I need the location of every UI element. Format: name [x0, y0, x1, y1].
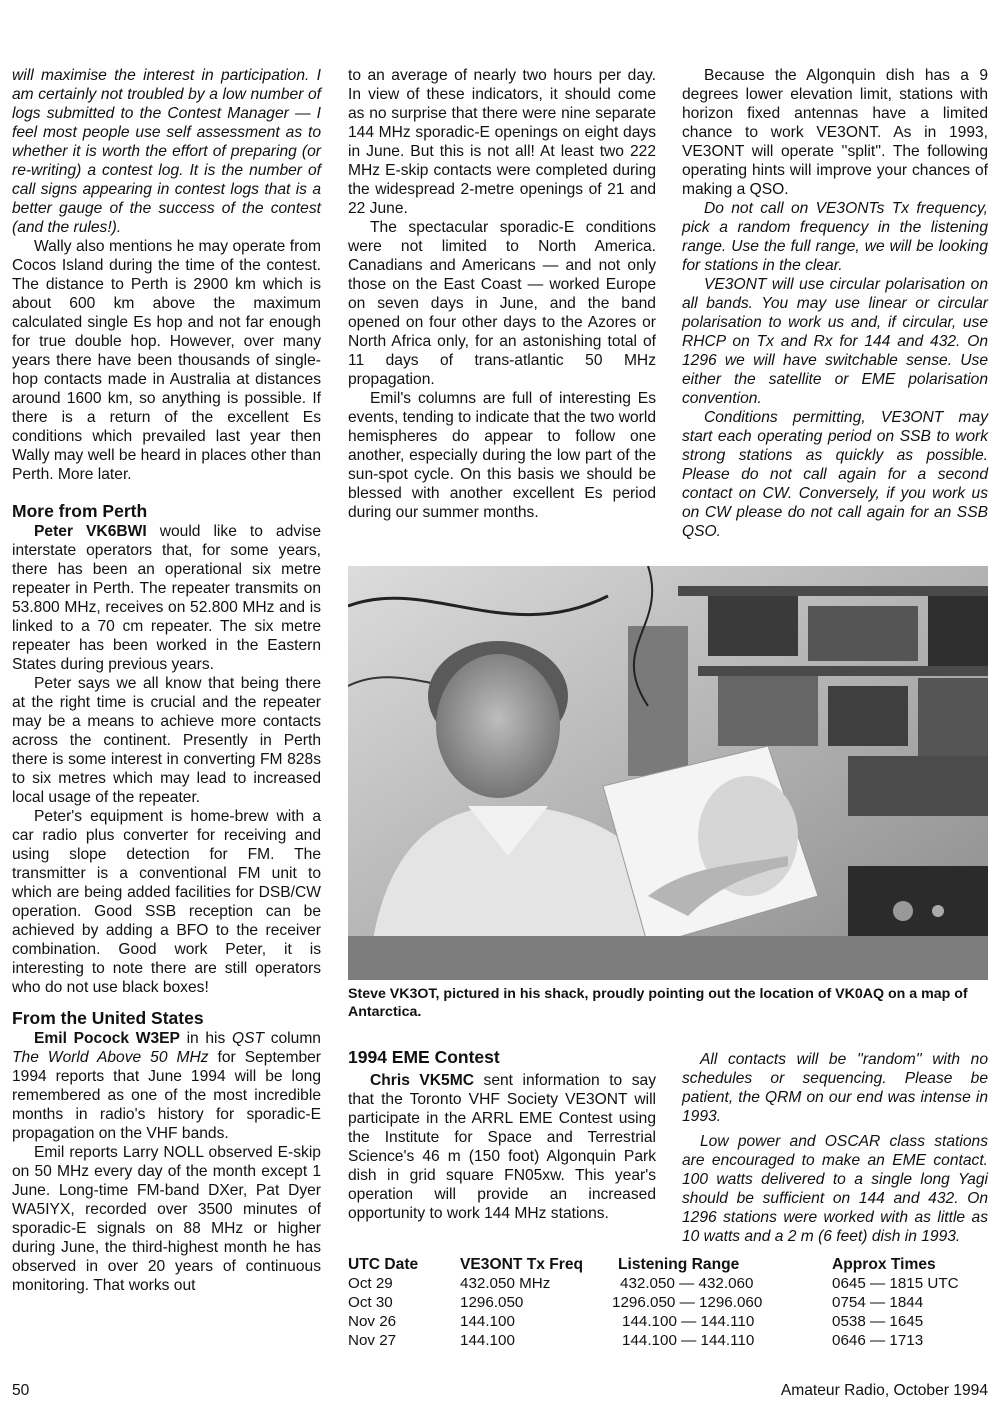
- paragraph: Peter's equipment is home-brew with a car radio plus converter for receiving and using slope detection for FM. The transmitter is a conventional FM unit to which are being added facilities for DSB/CW operation. Good SSB reception can be achieved by adding a BFO to the receiver combination. Good work Peter, it is interesting to note there are still operators who do not use black boxes!: [12, 808, 321, 996]
- paragraph: Chris VK5MC sent information to say that the Toronto VHF Society VE3ONT will participate in the ARRL EME Contest using the Institute for Space and Terrestrial Science's 46 m (150 foot) Algonquin Park dish in grid square FN05xw. This year's operation will provide an increased opportunity to work 144 MHz stations.: [348, 1072, 656, 1222]
- paragraph: Because the Algonquin dish has a 9 degrees lower elevation limit, stations with horizon fixed antennas have a limited chance to work VE3ONT. As in 1993, VE3ONT will operate ''split''. The following operating hints will improve your chances of making a QSO.: [682, 67, 988, 198]
- table-cell: 1296.050: [460, 1294, 524, 1311]
- section-heading-perth: More from Perth: [12, 501, 148, 521]
- paragraph: Emil reports Larry NOLL observed E-skip on 50 MHz every day of the month except 1 June. Long-time FM-band DXer, Pat Dyer WA5IYX, recorded over 3500 minutes of sporadic-E signals on 88 MHz or higher during June, the third-highest month he has observed in over 20 years of continuous monitoring. That works out: [12, 1144, 321, 1294]
- column-title: The World Above 50 MHz: [12, 1049, 209, 1066]
- table-cell: 0646 — 1713: [832, 1332, 924, 1349]
- table-cell: 0645 — 1815 UTC: [832, 1275, 959, 1292]
- table-cell: 144.100 — 144.110: [622, 1332, 755, 1349]
- paragraph: Low power and OSCAR class stations are encouraged to make an EME contact. 100 watts delivered to a single long Yagi should be sufficient on 144 and 432. On 1296 stations were worked with as little as 10 watts and a 2 m (6 feet) dish in 1993.: [682, 1133, 988, 1245]
- table-row: [348, 1331, 988, 1350]
- photo-caption: Steve VK3OT, pictured in his shack, proudly pointing out the location of VK0AQ on a map of Antarctica.: [348, 986, 968, 1020]
- schedule-table: [348, 1255, 988, 1350]
- table-cell: 1296.050 — 1296.060: [612, 1294, 763, 1311]
- column-3: [682, 66, 988, 541]
- table-cell: 0538 — 1645: [832, 1313, 924, 1330]
- section-heading-united-states: From the United States: [12, 1008, 204, 1028]
- table-row: [348, 1274, 988, 1293]
- publication-name: QST: [231, 1030, 265, 1047]
- table-cell: 144.100: [460, 1313, 515, 1330]
- author-name: Peter VK6BWI: [34, 523, 147, 540]
- paragraph: to an average of nearly two hours per day. In view of these indicators, it should come as no surprise that there were nine separate 144 MHz sporadic-E openings on eight days in June. But this is not all! At least two 222 MHz E-skip contacts were completed during the widespread 2-metre openings of 21 and 22 June.: [348, 67, 656, 217]
- column-2: [348, 66, 656, 522]
- paragraph: Do not call on VE3ONTs Tx frequency, pick a random frequency in the listening range. Use the full range, we will be looking for stations in the clear.: [682, 200, 988, 274]
- column-header: UTC Date: [348, 1256, 419, 1273]
- table-cell: 144.100 — 144.110: [622, 1313, 755, 1330]
- author-name: Chris VK5MC: [370, 1072, 474, 1089]
- paragraph: The spectacular sporadic-E conditions were not limited to North America. Canadians and Americans — and not only those on the East Coast — worked Europe on seven days in June, and the band opened on four other days to the Azores or North Africa only, for an astonishing total of 11 days of trans-atlantic 50 MHz propagation.: [348, 219, 656, 388]
- paragraph: Peter VK6BWI would like to advise interstate operators that, for some years, there has been an operational six metre repeater in Perth. The repeater transmits on 53.800 MHz, receives on 52.800 MHz and is linked to a 70 cm repeater. The six metre repeater has been worked in the Eastern States during previous years.: [12, 523, 321, 673]
- page-number: 50: [12, 1382, 30, 1399]
- section-heading-eme-contest: 1994 EME Contest: [348, 1047, 500, 1067]
- column-header: Listening Range: [618, 1256, 740, 1273]
- paragraph: Conditions permitting, VE3ONT may start each operating period on SSB to work strong stations as quickly as possible. Please do not call again for a second contact on CW. Conversely, if you work us on CW please do not call again for an SSB QSO.: [682, 409, 988, 540]
- paragraph: VE3ONT will use circular polarisation on all bands. You may use linear or circular polarisation to work us and, if circular, use RHCP on Tx and Rx for 144 and 432. On 1296 we will have switchable sense. Use either the satellite or EME polarisation convention.: [682, 276, 988, 407]
- table-row: [348, 1312, 988, 1331]
- author-name: Emil Pocock W3EP: [34, 1030, 180, 1047]
- photo-illustration: [348, 566, 988, 980]
- table-cell: Nov 27: [348, 1332, 397, 1349]
- paragraph: All contacts will be ''random'' with no schedules or sequencing. Please be patient, the QRM on our end was intense in 1993.: [682, 1051, 988, 1125]
- table-header-row: [348, 1255, 988, 1274]
- paragraph: will maximise the interest in participation. I am certainly not troubled by a low number of logs submitted to the Contest Manager — I feel most people use self assessment as to whether it is worth the effort of preparing (or re-writing) a contest log. It is the number of call signs appearing in contest logs that is a better gauge of the success of the contest (and the rules!).: [12, 67, 321, 236]
- table-cell: Oct 30: [348, 1294, 393, 1311]
- eme-contest-article: [348, 1046, 656, 1223]
- table-cell: 144.100: [460, 1332, 515, 1349]
- paragraph: Emil's columns are full of interesting Es events, tending to indicate that the two world hemispheres do appear to follow one another, especially during the low part of the sun-spot cycle. On this basis we should be blessed with another excellent Es period during our summer months.: [348, 390, 656, 521]
- paragraph: Wally also mentions he may operate from Cocos Island during the time of the contest. The distance to Perth is 2900 km which is about 600 km above the maximum calculated single Es hop and not far enough for true double hop. However, over many years there have been thousands of single-hop contacts made in Australia at distances around 1600 km, so anything is possible. If there is a return of the excellent Es conditions which prevailed last year then Wally may well be heard in places other than Perth. More later.: [12, 238, 321, 483]
- eme-contest-notes: [682, 1050, 988, 1252]
- publication-footer: Amateur Radio, October 1994: [780, 1382, 988, 1399]
- table-cell: 432.050 — 432.060: [620, 1275, 754, 1292]
- column-1: [12, 66, 321, 1295]
- table-cell: Nov 26: [348, 1313, 397, 1330]
- column-header: VE3ONT Tx Freq: [460, 1256, 584, 1273]
- table-row: [348, 1293, 988, 1312]
- photo-steve-vk3ot-shack: [348, 566, 988, 980]
- paragraph: Emil Pocock W3EP in his QST column The World Above 50 MHz for September 1994 reports that June 1994 will be long remembered as one of the most incredible months in radio's history for sporadic-E propagation on the VHF bands.: [12, 1030, 321, 1142]
- column-header: Approx Times: [832, 1256, 936, 1273]
- table-cell: 432.050 MHz: [460, 1275, 551, 1292]
- table-cell: 0754 — 1844: [832, 1294, 924, 1311]
- table-cell: Oct 29: [348, 1275, 393, 1292]
- paragraph: Peter says we all know that being there at the right time is crucial and the repeater may be a means to achieve more contacts across the continent. Presently in Perth there is some interest in converting FM 828s to six metres which may lead to increased local usage of the repeater.: [12, 675, 321, 806]
